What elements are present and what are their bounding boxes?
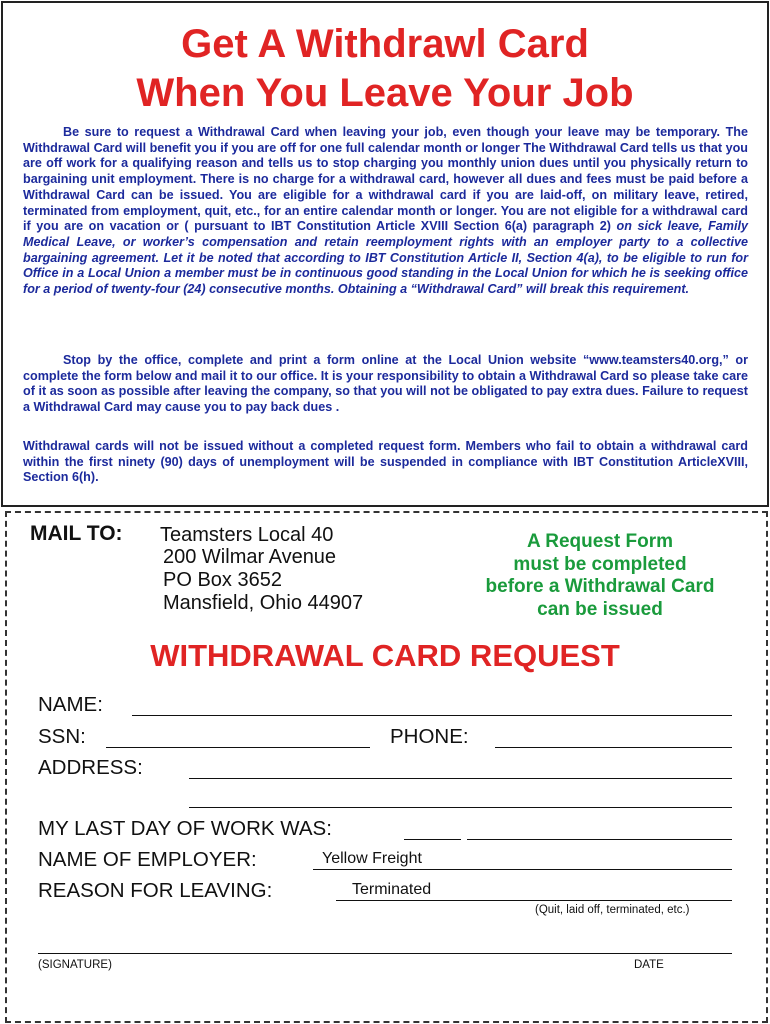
mail-address-line-3: PO Box 3652: [163, 569, 282, 591]
employer-value: Yellow Freight: [322, 850, 422, 867]
paragraph-eligibility-text: Be sure to request a Withdrawal Card when leaving your job, even though your leave may be temporary. The Withdrawal Card will benefit you if you are off for one full calendar month or longer The Withdrawal Card tells us that you are off work for a qualifying reason and tells us to stop charging you monthly union dues until you physically return to bargaining unit employment. There is no charge for a withdrawal card, however all dues and fees must be paid before a Withdrawal Card can be issued. You are eligible for a withdrawal card if you are laid-off, on military leave, retired, terminated from employment, quit, etc., for an entire calendar month or longer. You are not eligible for a withdrawal card if you are on vacation or ( pursuant to IBT Constitution Article XVIII Section 6(a) paragraph 2): [23, 125, 748, 234]
employer-field[interactable]: [313, 869, 732, 870]
address-field-line-2[interactable]: [189, 807, 732, 808]
last-day-field-a[interactable]: [404, 839, 461, 840]
reason-label: REASON FOR LEAVING:: [38, 879, 273, 902]
paragraph-eligibility: [23, 125, 748, 298]
page-title-line2: When You Leave Your Job: [136, 71, 634, 115]
ssn-field[interactable]: [106, 747, 370, 748]
page-title-line1: Get A Withdrawl Card: [181, 22, 589, 66]
form-title: WITHDRAWAL CARD REQUEST: [150, 638, 620, 673]
signature-label: (SIGNATURE): [38, 959, 112, 971]
mail-address-line-4: Mansfield, Ohio 44907: [163, 592, 364, 614]
signature-field[interactable]: [38, 953, 732, 954]
address-label: ADDRESS:: [38, 756, 143, 779]
mail-address-line-1: Teamsters Local 40: [160, 524, 334, 546]
paragraph-eligibility-italic: on sick leave, Family Medical Leave, or worker’s compensation and retain reemployment rights with an employer party to a collective bargaining agreement. Let it be noted that according to IBT Constitution Article II, Section 4(a), to be eligible to run for Office in a Local Union a member must be in continuous good standing in the Local Union for which he is seeking office for a period of twenty-four (24) consecutive months. Obtaining a “Withdrawal Card” will break this requirement.: [23, 219, 749, 297]
paragraph-suspension-warning: Withdrawal cards will not be issued without a completed request form. Members who fail to obtain a withdrawal card within the first ninety (90) days of unemployment will be suspended in compliance with IBT Constitution ArticleXVIII, Section 6(h).: [23, 439, 748, 485]
last-day-field-b[interactable]: [467, 839, 732, 840]
paragraph-how-to-request: Stop by the office, complete and print a form online at the Local Union website “www.teamsters40.org,” or complete the form below and mail it to our office. It is your responsibility to obtain a Withdrawal Card so please take care of it as soon as possible after leaving the company, so that you will not be obligated to pay extra dues. Failure to request a Withdrawal Card may cause you to pay back dues .: [23, 353, 748, 415]
mail-to-label: MAIL TO:: [30, 522, 123, 545]
last-day-label: MY LAST DAY OF WORK WAS:: [38, 817, 332, 840]
employer-label: NAME OF EMPLOYER:: [38, 848, 257, 871]
reason-field[interactable]: [336, 900, 732, 901]
reason-hint: (Quit, laid off, terminated, etc.): [535, 904, 690, 916]
name-label: NAME:: [38, 693, 103, 716]
request-form-notice: [450, 531, 750, 621]
address-field-line-1[interactable]: [189, 778, 732, 779]
notice-line-1: A Request Form: [526, 531, 674, 552]
ssn-label: SSN:: [38, 725, 86, 748]
phone-label: PHONE:: [390, 725, 469, 748]
mail-address-line-2: 200 Wilmar Avenue: [163, 546, 337, 568]
phone-field[interactable]: [495, 747, 732, 748]
date-label: DATE: [634, 959, 664, 971]
notice-line-3: before a Withdrawal Card: [485, 576, 715, 597]
notice-line-4: can be issued: [537, 598, 663, 620]
reason-value: Terminated: [352, 881, 432, 898]
notice-line-2: must be completed: [513, 553, 687, 575]
name-field[interactable]: [132, 715, 732, 716]
